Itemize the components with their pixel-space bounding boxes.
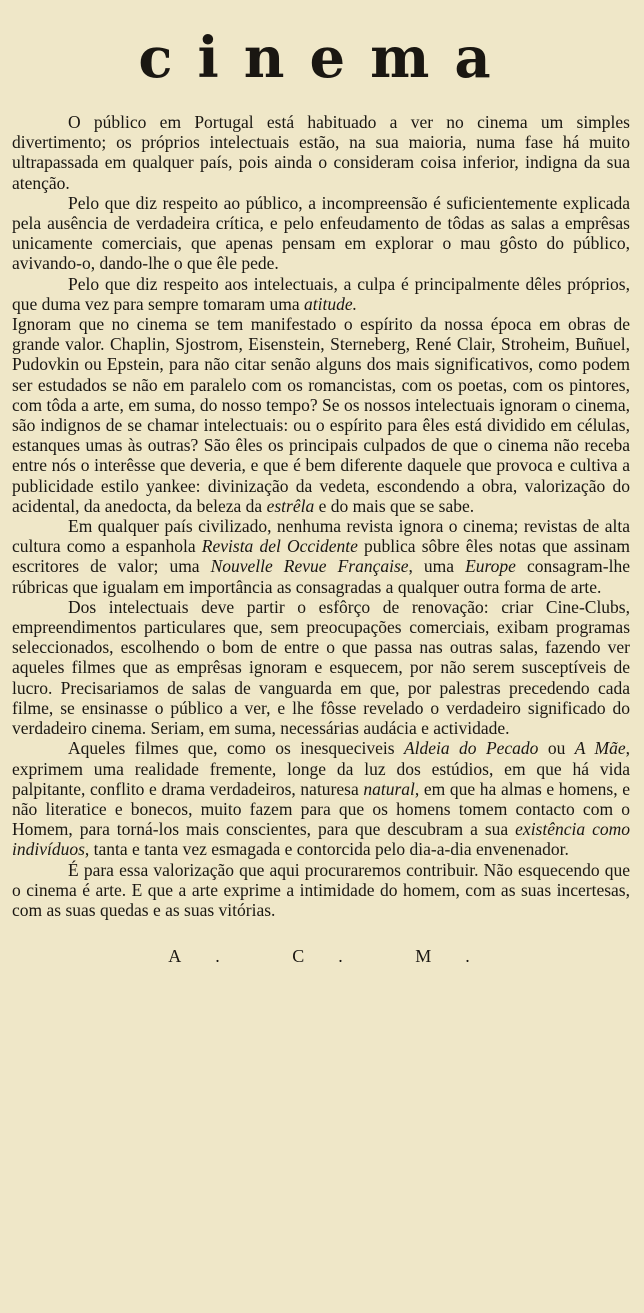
italic-text: Revista del Occidente (201, 536, 358, 557)
paragraph-text: , em que ha almas e homens, e não literatice e bonecos, muito fazem para que os homens tomem contacto com o Homem, para torná-los mais conscientes, para que descubram a sua (12, 778, 630, 840)
article-paragraph (12, 516, 630, 597)
italic-text: atitude. (304, 293, 358, 314)
paragraph-text: , tanta e tanta vez esmagada e contorcida pelo dia-a-dia envenenador. (84, 839, 569, 860)
italic-text: existência como indivíduos (12, 819, 630, 860)
article-paragraph (12, 738, 630, 859)
paragraph-text: Pelo que diz respeito aos intelectuais, a culpa é principalmente dêles próprios, que duma vez para sempre tomaram uma (12, 273, 630, 314)
italic-text: Aldeia do Pecado (403, 738, 539, 759)
paragraph-text: Ignoram que no cinema se tem manifestado o espírito da nossa época em obras de grande valor. Chaplin, Sjostrom, Eisenstein, Sterneberg, René Clair, Stroheim, Buñuel, Pudovkin ou Epstein, para não citar senão alguns dos mais significativos, como podem ser estudados se não em paralelo com os romancistas, com os poetas, com os pintores, com tôda a arte, em suma, do nosso tempo? Se os nossos intelectuais ignoram o cinema, são indignos de se chamar intelectuais: ou o espírito para êles está dividido em células, estanques umas às outras? São êles os principais culpados de que o cinema não receba entre nós o interêsse que deveria, e que é bem diferente daquele que provoca e cultiva a publicidade estilo yankee: divinização da vedeta, escondendo a obra, valorização do acidental, da anedocta, da beleza da (12, 314, 630, 516)
paragraph-text: consagram-lhe rúbricas que igualam em importância as consagradas a qualquer outra forma de arte. (12, 556, 630, 597)
author-signature: A. C. M. (168, 946, 504, 967)
paragraph-text: Aqueles filmes que, como os inesqueciveis (68, 738, 404, 759)
article-paragraph (12, 597, 630, 738)
paragraph-text: , exprimem uma realidade fremente, longe da luz dos estúdios, em que há vida palpitante, conflito e drama verdadeiros, naturesa (12, 738, 631, 799)
article-paragraph (12, 274, 630, 314)
italic-text: estrêla (266, 495, 315, 516)
italic-text: A Mãe (574, 738, 626, 759)
paragraph-text: Dos intelectuais deve partir o esfôrço de renovação: criar Cine-Clubs, empreendimentos particulares que, sem preocupações comerciais, exibam programas seleccionados, escolhendo o bom de entre o que passa nas outras salas, fazendo ver aqueles filmes que as emprêsas ignoram e esquecem, por não serem susceptíveis de lucro. Precisariamos de salas de vanguarda em que, por palestras precedendo cada filme, se ensinasse o público a ver, e lhe fôsse revelado o verdadeiro significado do verdadeiro cinema. Seriam, em suma, necessárias audácia e actividade. (12, 596, 630, 739)
article-title: cinema (138, 25, 516, 91)
italic-text: Europe (465, 556, 516, 577)
italic-text: Nouvelle Revue Française (210, 556, 409, 577)
paragraph-text: , uma (408, 556, 466, 577)
article-paragraph (12, 193, 630, 274)
paragraph-text: É para essa valorização que aqui procuraremos contribuir. Não esquecendo que o cinema é arte. E que a arte exprime a intimidade do homem, com as suas incertesas, com as suas quedas e as suas vitórias. (12, 859, 630, 920)
paragraph-text: e do mais que se sabe. (314, 495, 475, 516)
paragraph-text: Em qualquer país civilizado, nenhuma revista ignora o cinema; revistas de alta cultura como a espanhola (12, 516, 630, 557)
article-paragraph (12, 860, 630, 921)
article (12, 18, 630, 967)
italic-text: natural (363, 778, 415, 799)
paragraph-text: Pelo que diz respeito ao público, a incompreensão é suficientemente explicada pela ausência de verdadeira crítica, e pelo enfeudamento de tôdas as salas a emprêsas unicamente comerciais, que apenas pensam em explorar o mau gôsto do público, avivando-o, dando-lhe o que êle pede. (12, 192, 630, 274)
paragraph-text: ou (538, 738, 575, 759)
article-body (12, 112, 630, 920)
paragraph-text: O público em Portugal está habituado a ver no cinema um simples divertimento; os próprios intelectuais estão, na sua maioria, numa fase há muito ultrapassada em qualquer país, pois ainda o consideram coisa inferior, indigna da sua atenção. (12, 112, 630, 193)
article-paragraph (12, 112, 630, 193)
article-paragraph (12, 314, 630, 516)
paragraph-text: publica sôbre êles notas que assinam escritores de valor; uma (12, 536, 630, 577)
